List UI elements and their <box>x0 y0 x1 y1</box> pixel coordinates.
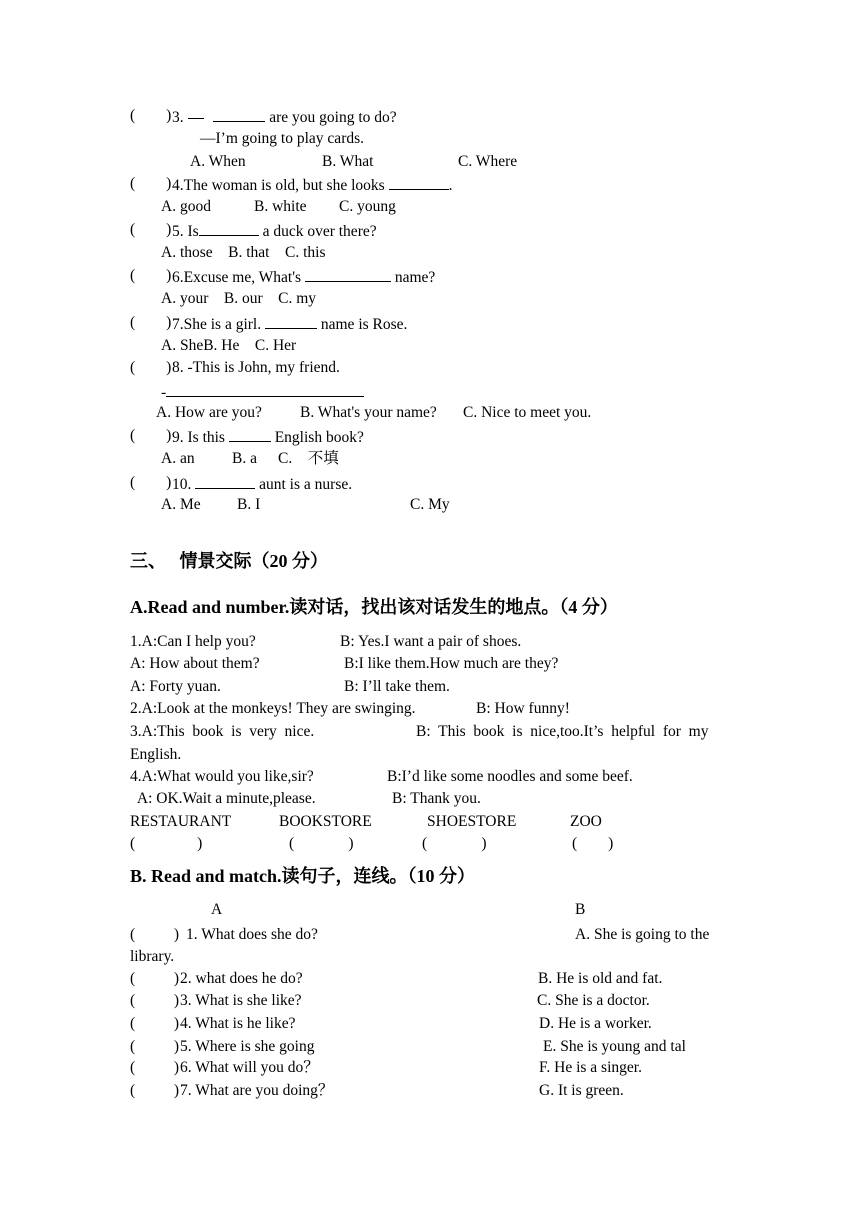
q9-option-a: A. an <box>161 450 195 467</box>
q3-stem: 3. are you going to do? <box>172 106 397 128</box>
match-left-item: 4. What is he like? <box>180 1015 296 1032</box>
match-right-item: G. It is green. <box>539 1082 624 1099</box>
dialog-line-right: B: How funny! <box>476 700 570 717</box>
q10-option-b: B. I <box>237 496 261 513</box>
q3-option-a: A. When <box>190 153 246 170</box>
section-3-title: 三、 情景交际（20 分） <box>130 551 328 571</box>
part-b-title: B. Read and match.读句子，连线。（10 分） <box>130 866 476 886</box>
q8-response-line: - <box>161 381 364 403</box>
place-shoestore: SHOESTORE <box>427 813 517 830</box>
q8-option-b: B. What's your name? <box>300 404 437 421</box>
answer-paren-restaurant[interactable]: ( ) <box>130 835 203 852</box>
q8-blank[interactable] <box>166 381 364 397</box>
q4-option-a: A. good <box>161 198 211 215</box>
q7-options: A. SheB. He C. Her <box>161 337 297 354</box>
q5-stem: 5. Is a duck over there? <box>172 220 377 242</box>
q3-paren: ( ) <box>130 107 172 124</box>
q4-stem: 4.The woman is old, but she looks . <box>172 174 452 196</box>
match-left-item: 5. Where is she going <box>180 1038 315 1055</box>
dialog-line-left: 4.A:What would you like,sir? <box>130 768 314 785</box>
q8-paren: ( ) <box>130 359 172 376</box>
match-right-item: A. She is going to the <box>575 926 710 943</box>
q3-option-c: C. Where <box>458 153 518 170</box>
q3-answer: —I’m going to play cards. <box>200 130 365 147</box>
dialog-line-right: B:I’d like some noodles and some beef. <box>387 768 633 785</box>
q9-paren: ( ) <box>130 427 172 444</box>
q7-stem: 7.She is a girl. name is Rose. <box>172 313 407 335</box>
q7-paren: ( ) <box>130 314 172 331</box>
dialog-line-left: 2.A:Look at the monkeys! They are swinging. <box>130 700 416 717</box>
match-left-item: 3. What is she like? <box>180 992 302 1009</box>
place-zoo: ZOO <box>570 813 602 830</box>
column-a-header: A <box>211 901 223 918</box>
match-left-item: 1. What does she do? <box>186 926 318 943</box>
match-paren[interactable]: ( ) <box>130 992 180 1009</box>
dialog-line-left: 3.A:This book is very nice. <box>130 723 315 740</box>
dialog-line-right: B:I like them.How much are they? <box>344 655 559 672</box>
q10-option-c: C. My <box>410 496 450 513</box>
q9-option-c: C. 不填 <box>278 450 339 467</box>
q4-paren: ( ) <box>130 175 172 192</box>
q10-stem: 10. aunt is a nurse. <box>172 473 352 495</box>
q4-blank[interactable] <box>389 174 449 190</box>
match-paren[interactable]: ( ) <box>130 970 180 987</box>
q10-blank[interactable] <box>195 473 255 489</box>
match-paren[interactable]: ( ) <box>130 926 180 943</box>
match-right-item: E. She is young and tal <box>543 1038 686 1055</box>
q9-blank[interactable] <box>229 426 271 442</box>
q8-option-c: C. Nice to meet you. <box>463 404 592 421</box>
q4-option-b: B. white <box>254 198 307 215</box>
q6-options: A. your B. our C. my <box>161 290 316 307</box>
dialog-line-right: B: Thank you. <box>392 790 481 807</box>
dialog-line-left: A: OK.Wait a minute,please. <box>130 790 316 807</box>
q6-stem: 6.Excuse me, What's name? <box>172 266 435 288</box>
q5-paren: ( ) <box>130 221 172 238</box>
column-b-header: B <box>575 901 586 918</box>
place-restaurant: RESTAURANT <box>130 813 232 830</box>
place-bookstore: BOOKSTORE <box>279 813 372 830</box>
match-left-item: 2. what does he do? <box>180 970 303 987</box>
q10-option-a: A. Me <box>161 496 201 513</box>
q6-blank[interactable] <box>305 266 391 282</box>
match-paren[interactable]: ( ) <box>130 1015 180 1032</box>
q9-option-b: B. a <box>232 450 257 467</box>
q5-options: A. those B. that C. this <box>161 244 326 261</box>
match-wrap-text: library. <box>130 948 175 965</box>
q3-blank[interactable] <box>213 106 265 122</box>
q10-paren: ( ) <box>130 474 172 491</box>
answer-paren-shoestore[interactable]: ( ) <box>422 835 487 852</box>
dialog-line-right: B: This book is nice,too.It’s helpful for my <box>416 723 709 740</box>
dialog-line-left: 1.A:Can I help you? <box>130 633 256 650</box>
dialog-line-left: A: Forty yuan. <box>130 678 221 695</box>
dialog-line-right: B: I’ll take them. <box>344 678 450 695</box>
q9-stem: 9. Is this English book? <box>172 426 364 448</box>
match-paren[interactable]: ( ) <box>130 1059 180 1076</box>
dialog-line-left: A: How about them? <box>130 655 260 672</box>
q3-option-b: B. What <box>322 153 374 170</box>
match-paren[interactable]: ( ) <box>130 1082 180 1099</box>
q8-option-a: A. How are you? <box>156 404 262 421</box>
q8-stem: 8. -This is John, my friend. <box>172 359 340 376</box>
match-right-item: D. He is a worker. <box>539 1015 652 1032</box>
part-a-title: A.Read and number.读对话，找出该对话发生的地点。（4 分） <box>130 597 618 617</box>
q4-option-c: C. young <box>339 198 396 215</box>
match-right-item: F. He is a singer. <box>539 1059 642 1076</box>
answer-paren-bookstore[interactable]: ( ) <box>289 835 354 852</box>
q6-paren: ( ) <box>130 267 172 284</box>
match-paren[interactable]: ( ) <box>130 1038 180 1055</box>
dialog-line-left: English. <box>130 746 182 763</box>
match-right-item: B. He is old and fat. <box>538 970 663 987</box>
dialog-line-right: B: Yes.I want a pair of shoes. <box>340 633 522 650</box>
match-left-item: 6. What will you do？ <box>180 1059 319 1076</box>
q7-blank[interactable] <box>265 313 317 329</box>
match-left-item: 7. What are you doing？ <box>180 1082 334 1099</box>
match-right-item: C. She is a doctor. <box>537 992 650 1009</box>
answer-paren-zoo[interactable]: ( ) <box>572 835 614 852</box>
q5-blank[interactable] <box>199 220 259 236</box>
